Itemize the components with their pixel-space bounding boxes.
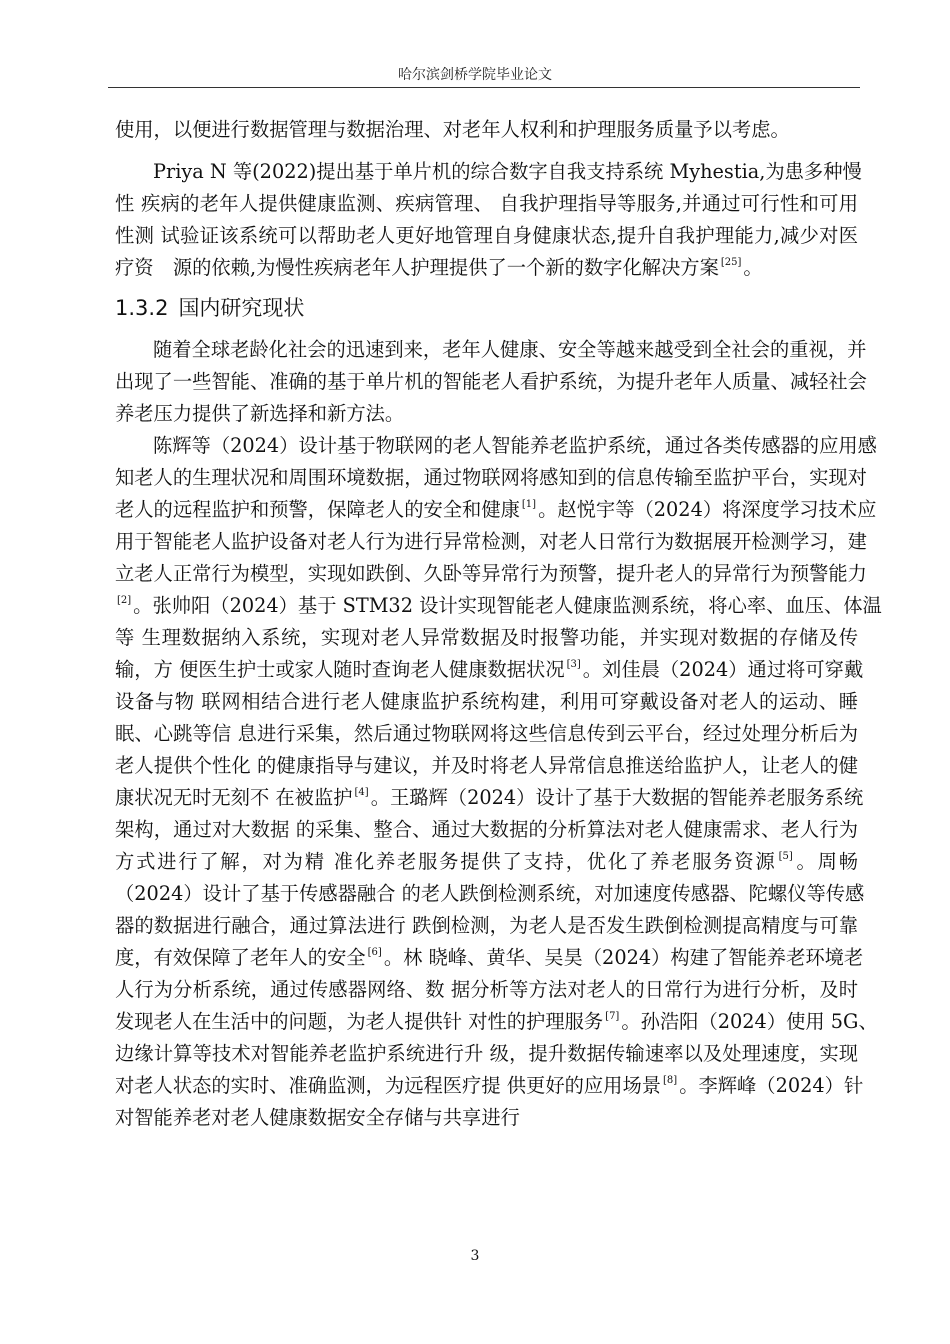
text-run: 。刘佳晨（2024）通过将可穿戴 bbox=[582, 657, 864, 681]
text-line bbox=[115, 782, 864, 814]
text-run: 使用，以便进行数据管理与数据治理、对老年人权利和护理服务质量予以考虑。 bbox=[115, 118, 790, 141]
text-run: 对老人状态的实时、准确监测，为远程医疗提 供更好的应用场景 bbox=[115, 1073, 662, 1097]
text-run: 性 疾病的老年人提供健康监测、疾病管理、 自我护理指导等服务,并通过可行性和可用 bbox=[115, 191, 858, 215]
text-run: 。林 晓峰、黄华、吴昊（2024）构建了智能养老环境老 bbox=[383, 945, 864, 969]
text-run: 对智能养老对老人健康数据安全存储与共享进行 bbox=[115, 1105, 520, 1129]
text-run: 立老人正常行为模型，实现如跌倒、久卧等异常行为预警，提升老人的异常行为预警能力 bbox=[115, 561, 867, 585]
citation-ref: [5] bbox=[778, 850, 793, 862]
citation-ref: [1] bbox=[521, 498, 537, 510]
text-line bbox=[115, 494, 877, 526]
text-run: 架构，通过对大数据 的采集、整合、通过大数据的分析算法对老人健康需求、老人行为 bbox=[115, 817, 858, 841]
text-line bbox=[115, 114, 858, 146]
citation-ref: [7] bbox=[605, 1010, 620, 1022]
text-line bbox=[115, 398, 858, 430]
running-header: 哈尔滨剑桥学院毕业论文 bbox=[398, 67, 552, 83]
text-line bbox=[115, 220, 858, 252]
text-line bbox=[115, 156, 862, 188]
text-line bbox=[115, 622, 858, 654]
text-run: （2024）设计了基于传感器融合 的老人跌倒检测系统，对加速度传感器、陀螺仪等传感 bbox=[115, 881, 865, 905]
text-line bbox=[115, 750, 858, 782]
text-run: 随着全球老龄化社会的迅速到来，老年人健康、安全等越来越受到全社会的重视，并 bbox=[153, 337, 867, 361]
text-run: 老人提供个性化 的健康指导与建议，并及时将老人异常信息推送给监护人，让老人的健 bbox=[115, 753, 858, 777]
text-line bbox=[115, 462, 867, 494]
text-run: 等 生理数据纳入系统，实现对老人异常数据及时报警功能，并实现对数据的存储及传 bbox=[115, 625, 858, 649]
text-run: 。赵悦宇等（2024）将深度学习技术应 bbox=[538, 497, 877, 521]
document-body bbox=[115, 114, 882, 1134]
text-run: 边缘计算等技术对智能养老监护系统进行升 级，提升数据传输速率以及处理速度，实现 bbox=[115, 1041, 858, 1065]
header-divider bbox=[108, 87, 860, 88]
text-run: 。张帅阳（2024）基于 STM32 设计实现智能老人健康监测系统，将心率、血压、体温 bbox=[133, 593, 882, 617]
section-heading bbox=[115, 290, 858, 326]
citation-ref: [8] bbox=[663, 1074, 678, 1086]
citation-ref: [3] bbox=[566, 658, 581, 670]
text-run: 出现了一些智能、准确的基于单片机的智能老人看护系统，为提升老年人质量、减轻社会 bbox=[115, 369, 867, 393]
text-run: Priya N 等(2022)提出基于单片机的综合数字自我支持系统 Myhestia,为患多种慢 bbox=[153, 159, 862, 183]
text-line bbox=[115, 814, 858, 846]
text-line bbox=[115, 558, 867, 590]
text-line bbox=[115, 1070, 864, 1102]
text-run: 器的数据进行融合，通过算法进行 跌倒检测，为老人是否发生跌倒检测提高精度与可靠 bbox=[115, 913, 858, 937]
citation-ref: [6] bbox=[367, 946, 382, 958]
text-run: 疗资 源的依赖,为慢性疾病老年人护理提供了一个新的数字化解决方案 bbox=[115, 255, 719, 279]
citation-ref: [4] bbox=[354, 786, 369, 798]
section-title: 国内研究现状 bbox=[178, 295, 305, 320]
text-run: 陈辉等（2024）设计基于物联网的老人智能养老监护系统，通过各类传感器的应用感 bbox=[153, 433, 877, 457]
text-run: 用于智能老人监护设备对老人行为进行异常检测，对老人日常行为数据展开检测学习，建 bbox=[115, 529, 867, 553]
text-run: 度，有效保障了老年人的安全 bbox=[115, 945, 366, 969]
text-run: 方式进行了解，对为精 准化养老服务提供了支持，优化了养老服务资源 bbox=[115, 849, 777, 873]
text-line bbox=[115, 942, 864, 974]
page-number: 3 bbox=[470, 1248, 480, 1264]
text-run: 老人的远程监护和预警，保障老人的安全和健康 bbox=[115, 497, 520, 521]
text-run: 发现老人在生活中的问题，为老人提供针 对性的护理服务 bbox=[115, 1009, 604, 1033]
text-line bbox=[115, 846, 858, 878]
text-line bbox=[115, 974, 858, 1006]
section-number: 1.3.2 bbox=[115, 295, 169, 320]
text-line bbox=[115, 366, 867, 398]
text-line bbox=[115, 1038, 858, 1070]
citation-ref: [25] bbox=[720, 256, 742, 268]
text-run: 知老人的生理状况和周围环境数据，通过物联网将感知到的信息传输至监护平台，实现对 bbox=[115, 465, 867, 489]
text-line bbox=[115, 686, 858, 718]
text-run: 设备与物 联网相结合进行老人健康监护系统构建，利用可穿戴设备对老人的运动、睡 bbox=[115, 689, 858, 713]
paragraph-domestic-intro bbox=[115, 334, 867, 430]
text-line bbox=[115, 334, 867, 366]
text-line bbox=[115, 910, 858, 942]
text-run: 。孙浩阳（2024）使用 5G、 bbox=[621, 1009, 878, 1033]
text-line bbox=[115, 590, 882, 622]
text-line bbox=[115, 654, 864, 686]
paragraph-intro bbox=[115, 114, 858, 146]
text-line bbox=[115, 252, 858, 284]
text-run: 。王璐辉（2024）设计了基于大数据的智能养老服务系统 bbox=[370, 785, 864, 809]
text-line bbox=[115, 526, 867, 558]
paragraph-domestic-review bbox=[115, 430, 882, 1134]
citation-ref: [2] bbox=[117, 594, 132, 606]
text-line bbox=[115, 430, 877, 462]
text-run: 。李辉峰（2024）针 bbox=[679, 1073, 864, 1097]
text-line bbox=[115, 718, 858, 750]
text-run: 。 bbox=[743, 255, 763, 279]
text-line bbox=[115, 878, 865, 910]
paragraph-priya bbox=[115, 156, 862, 284]
text-run: 康状况无时无刻不 在被监护 bbox=[115, 785, 353, 809]
text-line bbox=[115, 188, 858, 220]
text-run: 性测 试验证该系统可以帮助老人更好地管理自身健康状态,提升自我护理能力,减少对医 bbox=[115, 223, 858, 247]
text-run: 养老压力提供了新选择和新方法。 bbox=[115, 401, 405, 425]
text-run: 输，方 便医生护士或家人随时查询老人健康数据状况 bbox=[115, 657, 565, 681]
text-run: 眠、心跳等信 息进行采集，然后通过物联网将这些信息传到云平台，经过处理分析后为 bbox=[115, 721, 858, 745]
text-run: 。周畅 bbox=[794, 849, 858, 873]
text-line bbox=[115, 1006, 878, 1038]
text-run: 人行为分析系统，通过传感器网络、数 据分析等方法对老人的日常行为进行分析，及时 bbox=[115, 977, 858, 1001]
text-line bbox=[115, 1102, 858, 1134]
